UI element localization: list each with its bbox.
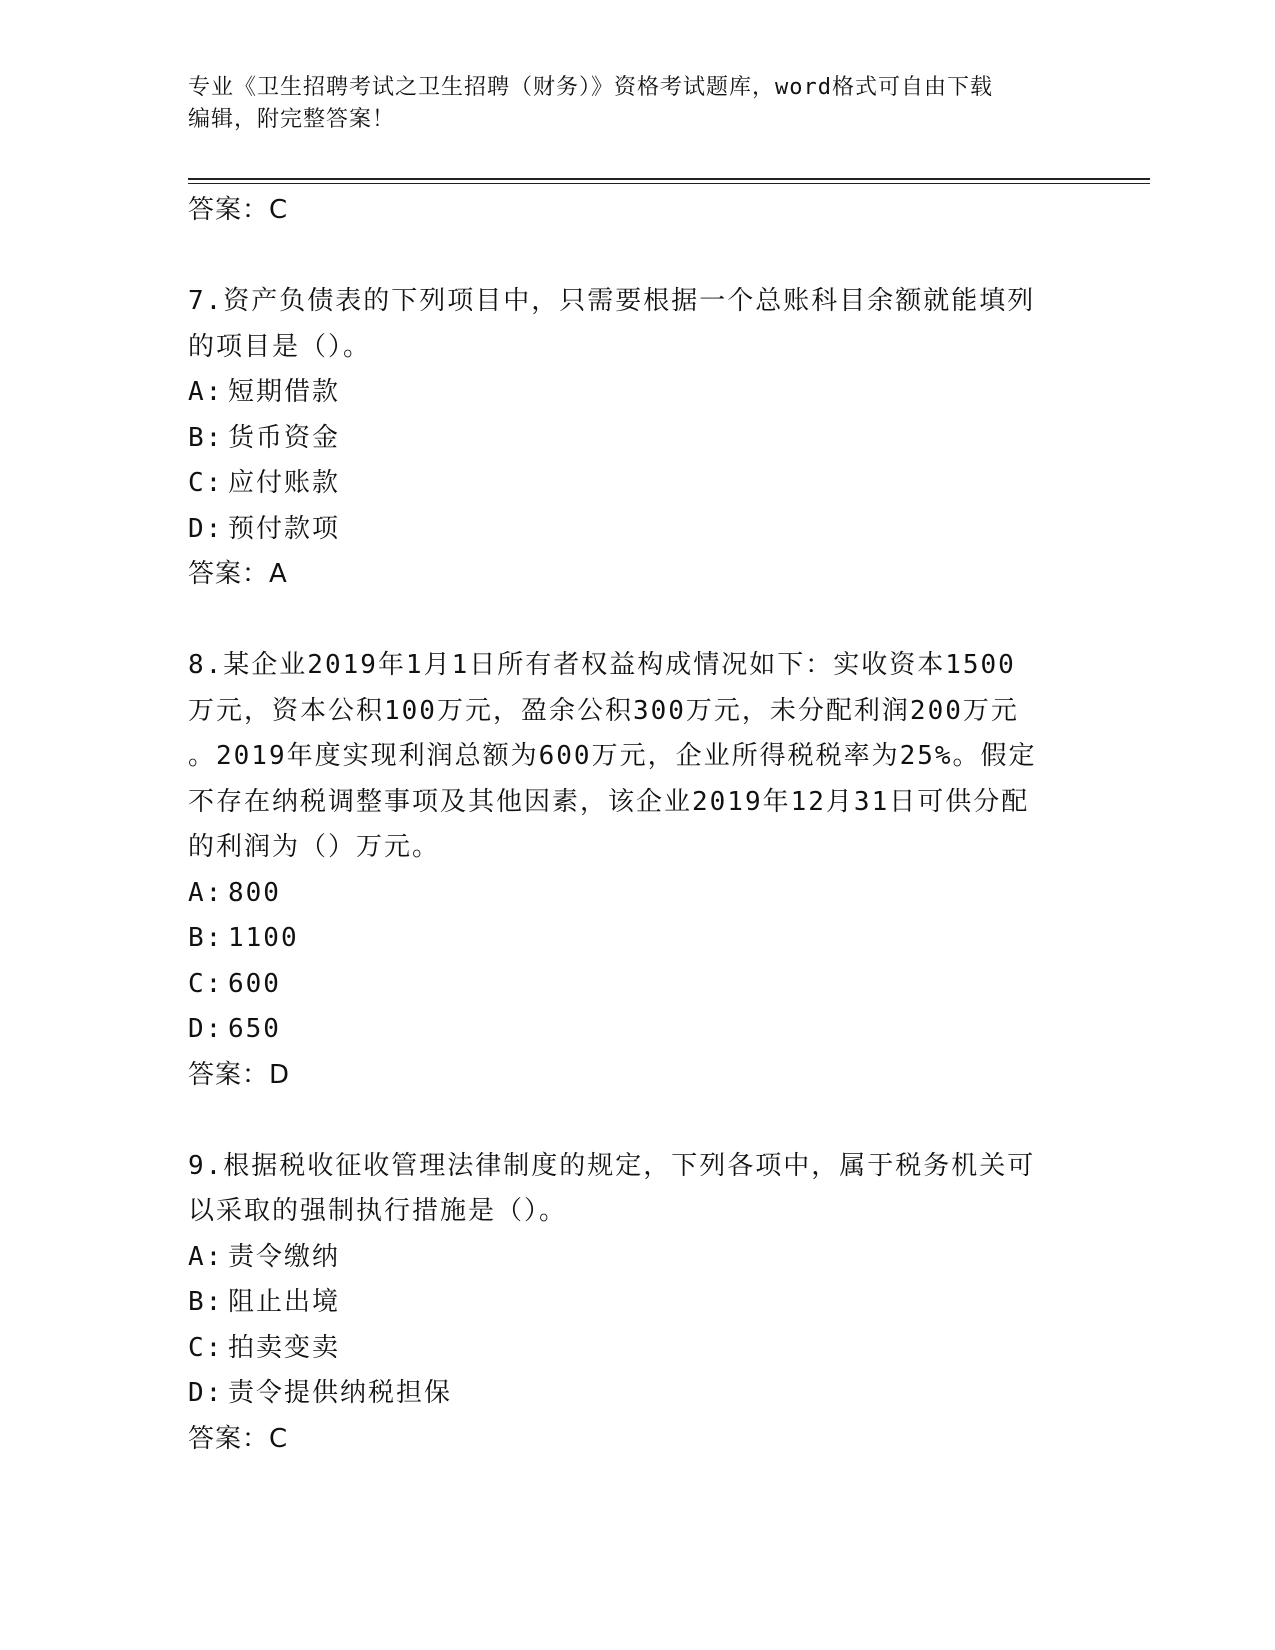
- spacer: [188, 1098, 1088, 1144]
- answer-line: 答案：D: [188, 1059, 291, 1090]
- question-text-line: 的利润为（）万元。: [188, 832, 441, 862]
- option-c: [188, 461, 1088, 507]
- option-b: [188, 916, 1088, 962]
- option-a: [188, 370, 1088, 416]
- option-key: A:: [188, 1241, 224, 1272]
- option-text: 预付款项: [228, 513, 341, 544]
- header-divider-thick: [188, 178, 1150, 180]
- questions-content: [188, 188, 1088, 1462]
- option-a: [188, 1235, 1088, 1281]
- question-9: [188, 1144, 1088, 1463]
- answer-line: 答案：C: [188, 1423, 289, 1454]
- question-text-line: 不存在纳税调整事项及其他因素，该企业2019年12月31日可供分配: [188, 786, 1030, 817]
- question-8: [188, 643, 1088, 1098]
- answer-line: 答案：A: [188, 559, 288, 589]
- option-key: A:: [188, 377, 224, 407]
- option-key: C:: [188, 468, 224, 498]
- option-text: 阻止出境: [228, 1287, 341, 1317]
- option-text: 短期借款: [228, 377, 341, 407]
- header-line-2: 编辑，附完整答案！: [188, 107, 396, 132]
- option-text: 责令提供纳税担保: [228, 1378, 453, 1408]
- previous-answer: 答案：C: [188, 195, 289, 225]
- question-text-line: 7.资产负债表的下列项目中，只需要根据一个总账科目余额就能填列: [188, 286, 1036, 316]
- question-text-line: 以采取的强制执行措施是（）。: [188, 1196, 568, 1226]
- question-text-line: 的项目是（）。: [188, 331, 372, 362]
- option-text: 800: [228, 877, 281, 908]
- option-b: [188, 416, 1088, 462]
- option-c: [188, 1326, 1088, 1372]
- option-d: [188, 1007, 1088, 1053]
- question-text-line: 。2019年度实现利润总额为600万元，企业所得税税率为25%。假定: [188, 741, 1037, 771]
- spacer: [188, 598, 1088, 644]
- option-key: C:: [188, 968, 224, 999]
- question-text-line: 9.根据税收征收管理法律制度的规定，下列各项中，属于税务机关可: [188, 1150, 1036, 1181]
- option-key: D:: [188, 1378, 224, 1408]
- option-d: [188, 507, 1088, 553]
- option-text: 1100: [228, 923, 299, 953]
- document-header: [188, 72, 1068, 136]
- question-text-line: 万元，资本公积100万元，盈余公积300万元，未分配利润200万元: [188, 695, 1019, 726]
- option-text: 650: [228, 1014, 281, 1044]
- option-c: [188, 962, 1088, 1008]
- header-divider-thin: [188, 183, 1150, 184]
- option-text: 货币资金: [228, 422, 341, 453]
- option-key: B:: [188, 422, 224, 453]
- option-key: C:: [188, 1332, 224, 1363]
- option-text: 应付账款: [228, 468, 341, 498]
- option-a: [188, 871, 1088, 917]
- question-7: [188, 279, 1088, 598]
- spacer: [188, 234, 1088, 280]
- option-key: B:: [188, 923, 224, 953]
- option-b: [188, 1280, 1088, 1326]
- option-key: A:: [188, 877, 224, 908]
- option-text: 600: [228, 968, 281, 999]
- option-text: 拍卖变卖: [228, 1332, 341, 1363]
- option-key: D:: [188, 513, 224, 544]
- option-key: D:: [188, 1014, 224, 1044]
- option-key: B:: [188, 1287, 224, 1317]
- question-text-line: 8.某企业2019年1月1日所有者权益构成情况如下：实收资本1500: [188, 650, 1016, 680]
- option-d: [188, 1371, 1088, 1417]
- header-line-1: 专业《卫生招聘考试之卫生招聘（财务）》资格考试题库，word格式可自由下载: [188, 75, 993, 100]
- option-text: 责令缴纳: [228, 1241, 341, 1272]
